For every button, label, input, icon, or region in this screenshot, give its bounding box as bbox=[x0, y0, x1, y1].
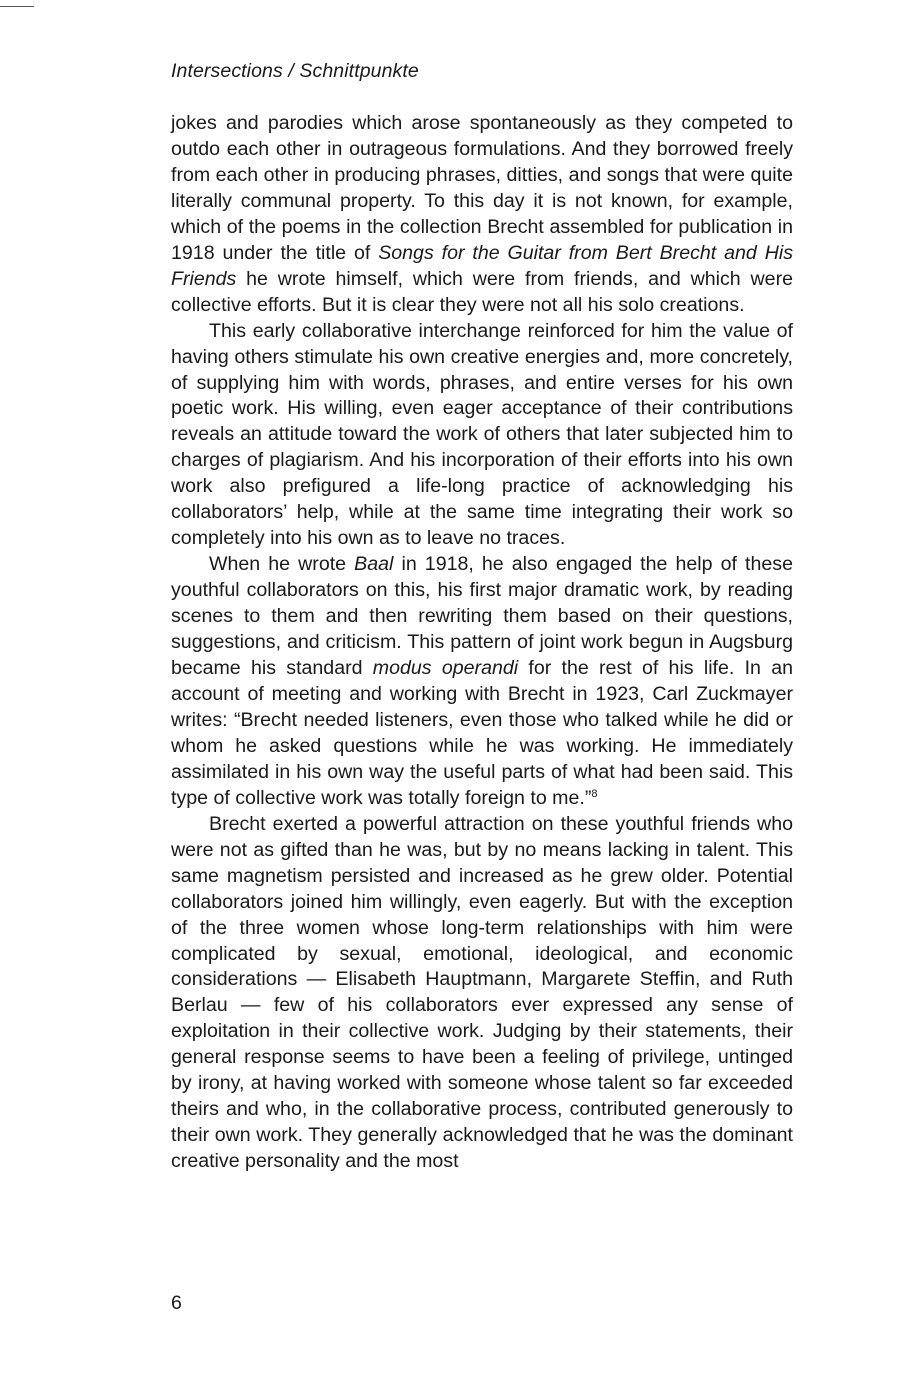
top-edge-rule bbox=[0, 6, 34, 7]
body-text bbox=[171, 111, 793, 1175]
text-run: When he wrote bbox=[209, 553, 355, 576]
latin-phrase: modus operandi bbox=[372, 657, 519, 680]
paragraph bbox=[171, 111, 793, 319]
paragraph bbox=[171, 319, 793, 553]
text-run: for the rest of his life. In an account of meeting and working with Brecht in 1923, Carl Zuckmayer writes: “Brecht needed listeners, even those who talked while he did or whom he asked questions while he was working. He immediately assimilated in his own way the useful parts of what had been said. This type of collective work was totally foreign to me.” bbox=[171, 657, 794, 809]
text-run: he wrote himself, which were from friends, and which were collective efforts. But it is clear they were not all his solo creations. bbox=[171, 267, 793, 316]
text-run: This early collaborative interchange reinforced for him the value of having others stimulate his own creative energies and, more concretely, of supplying him with words, phrases, and entire verses for his own poetic work. His willing, even eager acceptance of their contributions reveals an attitude toward the work of others that later subjected him to charges of plagiarism. And his incorporation of their efforts into his own work also prefigured a life-long practice of acknowledging his collaborators’ help, while at the same time integrating their work so completely into his own as to leave no traces. bbox=[171, 319, 793, 550]
running-head: Intersections / Schnittpunkte bbox=[171, 60, 419, 82]
text-run: in 1918, he also engaged the help of these youthful collaborators on this, his first major dramatic work, by reading scenes to them and then rewriting them based on their questions, suggestions, and criticism. This pattern of joint work begun in Augsburg became his standard bbox=[171, 553, 793, 680]
paragraph bbox=[171, 552, 793, 812]
paragraph bbox=[171, 812, 793, 1175]
footnote-marker: 8 bbox=[591, 787, 598, 800]
text-run: jokes and parodies which arose spontaneously as they competed to outdo each other in outrageous formulations. And they borrowed freely from each other in producing phrases, ditties, and songs that were quite literally communal property. To this day it is not known, for example, which of the poems in the collection Brecht assembled for publication in 1918 under the title of bbox=[171, 112, 793, 264]
text-run: Brecht exerted a powerful attraction on these youthful friends who were not as gifted than he was, but by no means lacking in talent. This same magnetism persisted and increased as he grew older. Potential collaborators joined him willingly, even eagerly. But with the exception of the three women whose long-term relationships with him were complicated by sexual, emotional, ideological, and economic considerations — Elisabeth Hauptmann, Margarete Steffin, and Ruth Berlau — few of his collaborators ever expressed any sense of exploitation in their collective work. Judging by their statements, their general response seems to have been a feeling of privilege, untinged by irony, at having worked with someone whose talent so far exceeded theirs and who, in the collaborative process, contributed generously to their own work. They generally acknowledged that he was the dominant creative personality and the most bbox=[171, 812, 793, 1173]
page-number: 6 bbox=[171, 1292, 182, 1314]
book-title: Songs for the Guitar from Bert Brecht and His Friends bbox=[171, 241, 793, 290]
play-title: Baal bbox=[354, 553, 394, 576]
